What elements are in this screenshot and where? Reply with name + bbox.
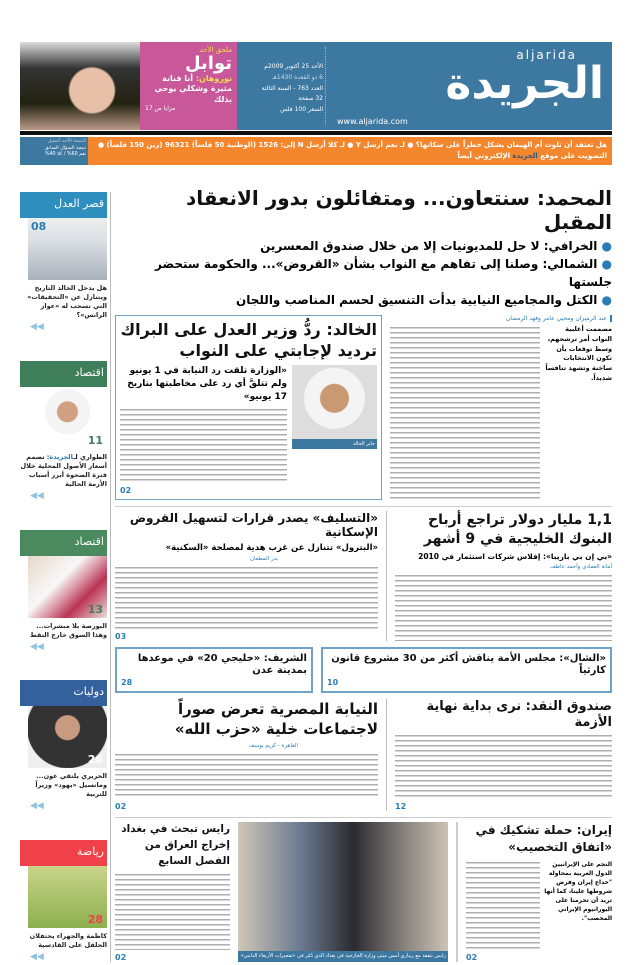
iran-page: 02 [466,953,478,962]
promo-headline: أنا فنانة مثيرة وشكلي يوحي بذلك [154,73,232,104]
sidebar-section[interactable] [20,361,107,501]
issue-info [243,62,323,116]
poll-result-no: كلا 40% [44,152,63,158]
sidebar-section-header: دوليات [20,680,107,706]
sidebar-caption: الحريري يلتقي عون... ومانسيل «يهود» وزيراً للتربية [35,772,107,799]
lead-bullet: ● الخرافي: لا حل للمديونيات إلا من خلال صندوق المعسرين [260,239,612,253]
more-arrows-icon[interactable]: ◀◀ [30,322,44,333]
sidebar-caption-pre: الطواري لـ [73,452,107,461]
iraq-body [115,872,230,950]
credit-byline: بدر المطعان [249,555,278,562]
shamal-headline: «الشال»: مجلس الأمة يناقش أكثر من 30 مشروع قانون كارثياً [331,653,606,676]
sidebar-page-number: 28 [87,912,103,926]
promo-box[interactable] [140,42,237,130]
banks-headline[interactable]: 1,1 مليار دولار تراجع أرباح البنوك الخليجية في 9 أشهر [423,512,612,547]
credit-page: 03 [115,632,127,641]
site-url[interactable]: www.aljarida.com [337,117,408,126]
sidebar-section[interactable] [20,192,107,332]
more-arrows-icon[interactable]: ◀◀ [30,641,44,652]
issue-date: الأحد 25 أكتوبر 2009م [264,63,323,70]
iran-body [466,860,540,950]
promo-name: نوروهان: [195,73,232,83]
more-arrows-icon[interactable]: ◀◀ [30,491,44,502]
sidebar-section-header: اقتصاد [20,530,107,556]
poll-result-label: نتيجة السؤال السابق [44,145,86,151]
khaled-quote: «الوزارة تلقت رد النيابة في 1 يونيو ولم تتلقَّ أي رد على مخاطبتها بتاريخ 17 يونيو» [127,365,287,402]
sidebar-caption: البورصة بلا مبشرات... وهذا السوق خارج النقط [29,621,107,639]
poll-yes: لـ نعم أرسل Y [355,141,405,149]
lead-bullet: ● الشمالي: وصلنا إلى تفاهم مع النواب بشأن «القروض»... والحكومة ستحضر جلستها [155,257,612,289]
imf-headline[interactable]: صندوق النقد: نرى بداية نهاية الأزمة [426,699,612,730]
sidebar-photo [28,556,107,618]
issue-number: العدد 763 - السنة الثالثة [261,84,323,92]
egypt-headline[interactable]: النيابة المصرية تعرض صوراً لاجتماعات خلية «حزب الله» [174,700,378,739]
sharif-page: 28 [121,678,133,687]
poll-web2: الإلكتروني أيضاً [457,152,510,160]
sidebar-section[interactable] [20,840,107,962]
issue-price: السعر 100 فلس [280,106,323,114]
shamal-box[interactable] [321,647,612,693]
lead-story [115,186,612,309]
banks-body [395,573,612,641]
sidebar-section[interactable] [20,530,107,652]
sidebar-page-number: 26 [87,753,103,767]
sidebar-caption-brand: الجريدة [49,452,74,461]
more-arrows-icon[interactable]: ◀◀ [30,951,44,962]
promo-title: توابل [184,53,232,74]
sharif-headline: الشريف: «خليجي 20» في موعدها بمدينة عدن [137,653,307,676]
sidebar-caption: هل يدخل الخالد التاريخ ويتنازل عن «التحقيقات» التي تسحب له «عواز الرانس»؟ [27,284,107,320]
issue-pages: 32 صفحة [298,95,323,103]
khaled-headline[interactable]: الخالد: ردُّ وزير العدل على البراك ترديد لإجابتي على النواب [120,320,377,360]
poll-result: النتيجة الأحد المقبل نتيجة السؤال السابق نعم 60% / كلا 40% [20,137,88,165]
sidebar-caption: كاظمة والجهراء يحتفلان الحلقل على القادسية [29,931,107,949]
logo: الجريدة [445,58,604,109]
credit-headline[interactable]: «التسليف» يصدر قرارات لتسهيل القروض الإسكانية [129,511,378,540]
sidebar-photo [28,866,107,928]
promo-photo [20,42,140,130]
banks-byline: أمانة العمادي وأحمد عاطف [549,563,612,570]
sharif-box[interactable] [115,647,313,693]
khaled-photo-caption: جابر الخالد [292,439,377,449]
poll-web: التصويت على موقع [540,152,607,160]
sidebar-caption: : نصمم أسعار الأصول المحلية خلال فترة الصحوة أبرز أسباب الأزمة الحالية [20,452,107,489]
lead-body [390,325,540,500]
lead-bullets [115,237,612,309]
lead-bullet: ● الكتل والمجاميع النيابية بدأت التنسيق لحسم المناصب واللجان [236,293,612,307]
sidebar-photo [28,218,107,280]
sidebar-page-number: 11 [87,433,103,447]
credit-body [115,565,378,629]
egypt-page: 02 [115,802,127,811]
rice-photo-caption: رايس تتفقد مع زيباري أمس مبنى وزارة الخارجية في بغداد الذي دُمّر في «تفجيرات الأربعاء الدامي» [238,951,448,962]
sidebar-page-number: 08 [31,220,47,233]
lead-side: مصممت أغلبية النواب أمر ترشحهم، وسط توقعات بأن تكون الانتخابات ساخنة وتشهد تنافساً شديداً. [545,325,612,382]
khaled-page: 02 [120,486,132,495]
promo-kicker: ملحق الأحد [199,46,232,54]
sidebar-section-header: رياضة [20,840,107,866]
khaled-photo [292,365,377,439]
lead-byline: عبد الرميزان ومحيي عامر وفهد الرمضان [390,315,612,322]
khaled-body [120,407,287,483]
egypt-body [115,752,378,800]
poll-bar: هل تعتقد أن تلوث أم الهيمان يشكل خطراً على سكانها؟ ● لـ نعم أرسل Y ● لـ كلا أرسل N إلى: 1526 (الوطنية 50 فلساً) 96321 (زين 150 فلساً) ● التصويت على موقع الجريدة الإلكتروني أيضاً [88,137,612,165]
khaled-story[interactable] [115,315,382,500]
sidebar-page-number: 13 [87,602,103,616]
iraq-page: 02 [115,953,127,962]
masthead [237,42,612,130]
egypt-byline: القاهرة - كريم يوسف [248,742,298,749]
iran-side: النجم على الإيرانيين الدول الغربية بمحاولة "خداع إيران وفرض شروطها علينا، كما أنها تريد أن تحرمنا على اليورانيوم الإيراني المخصب". [544,860,612,922]
rice-photo [238,822,448,951]
iran-headline[interactable]: إيران: حملة تشكيك في «اتفاق التخصيب» [475,823,612,855]
banks-sub: «بي إن بي باريبا»: إفلاس شركات استثمار في 2010 [418,551,612,561]
sidebar-section-header: اقتصاد [20,361,107,387]
poll-no: لـ كلا أرسل N إلى: 1526 (الوطنية 50 فلساً) 96321 (زين 150 فلساً) [106,141,345,149]
credit-sub: «البترول» تتنازل عن غرب هدية لمصلحة «السكنية» [165,542,378,553]
poll-brand: الجريدة [512,152,538,160]
lead-headline[interactable]: المحمد: سنتعاون... ومتفائلون بدور الانعقاد المقبل [186,186,612,234]
sidebar-section[interactable] [20,680,107,811]
shamal-page: 10 [327,678,339,687]
sidebar-photo [28,387,107,449]
imf-page: 12 [395,802,407,811]
poll-result-title: النتيجة الأحد المقبل [47,139,86,144]
iraq-headline[interactable]: رايس تبحث في بغداد إخراج العراق من الفصل السابع [121,823,230,867]
issue-hijri: 6 ذو القعدة 1430هـ [271,73,323,81]
logo-en: aljarida [516,48,577,62]
sidebar-photo [28,706,107,768]
sidebar-section-header: قصر العدل [20,192,107,218]
promo-page: مزايا ص 17 [145,104,176,112]
poll-question: هل تعتقد أن تلوث أم الهيمان يشكل خطراً على سكانها؟ [415,141,607,149]
imf-body [395,733,612,799]
more-arrows-icon[interactable]: ◀◀ [30,801,44,812]
poll-result-yes: نعم 60% [66,152,86,158]
